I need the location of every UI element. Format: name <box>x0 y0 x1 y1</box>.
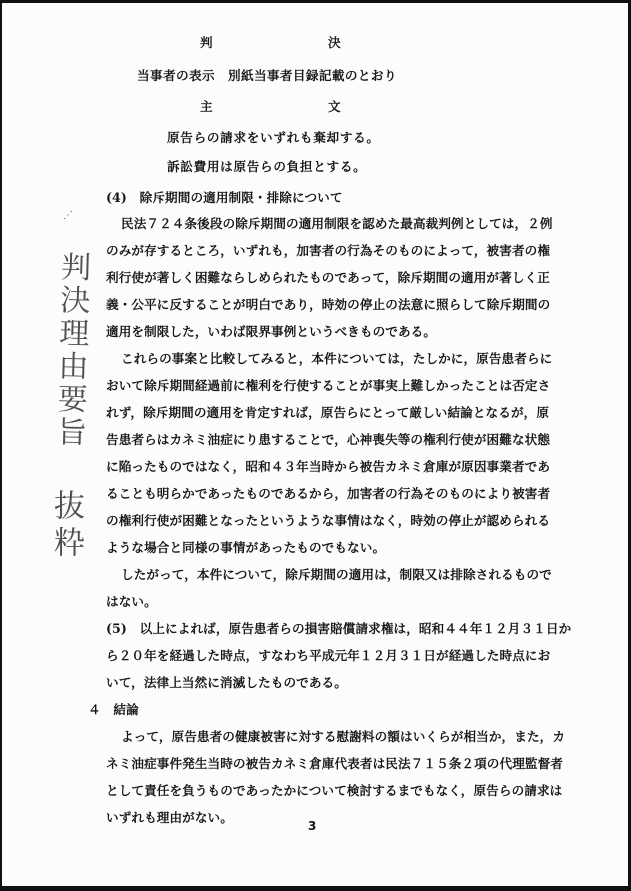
document-page <box>2 3 628 886</box>
conclusion-line: ネミ油症事件発生当時の被告カネミ倉庫代表者は民法７１５条２項の代理監督者 <box>106 756 563 771</box>
page-number: 3 <box>308 819 317 833</box>
conclusion-heading: ４ 結論 <box>88 702 139 717</box>
handwritten-note: 判決理由要旨 <box>50 250 91 450</box>
ruling-line-1: 原告らの請求をいずれも棄却する。 <box>167 130 380 145</box>
paragraph-line: 民法７２４条後段の除斥期間の適用制限を認めた最高裁判例としては，２例 <box>121 216 553 231</box>
paragraph-line: おいて除斥期間経過前に権利を行使することが事実上難しかったことは否定さ <box>106 378 551 393</box>
section-5-line: (5) 以上によれば，原告患者らの損害賠償請求権は，昭和４４年１２月３１日か <box>106 621 572 636</box>
conclusion-line: よって，原告患者の健康被害に対する慰謝料の額はいくらが相当か，また，カ <box>121 729 566 744</box>
ruling-line-2: 訴訟費用は原告らの負担とする。 <box>167 159 367 174</box>
paragraph-line: したがって，本件について，除斥期間の適用は，制限又は排除されるもので <box>121 567 552 582</box>
paragraph-line: のみが存するところ，いずれも，加害者の行為そのものによって，被害者の権 <box>106 243 551 258</box>
section-4-heading: (4) 除斥期間の適用制限・排除について <box>106 190 343 205</box>
section-5-line: いて，法律上当然に消滅したものである。 <box>106 675 347 690</box>
parties-line: 当事者の表示 別紙当事者目録記載のとおり <box>137 68 397 83</box>
paragraph-line: ることも明らかであったものであるから，加害者の行為そのものにより被害者 <box>106 486 551 501</box>
paragraph-line: これらの事案と比較してみると，本件については，たしかに，原告患者らに <box>121 351 553 366</box>
handwritten-sub-note: 抜粋 <box>48 489 84 563</box>
title-left: 判 <box>200 35 213 50</box>
title-right: 決 <box>328 35 341 50</box>
section-5-line: ら２０年を経過した時点，すなわち平成元年１２月３１日が経過した時点にお <box>106 648 551 663</box>
main-heading-left: 主 <box>200 99 213 114</box>
conclusion-line: いずれも理由がない。 <box>106 810 233 825</box>
paragraph-line: の権利行使が困難となったというような事情はなく，時効の停止が認められる <box>106 513 551 528</box>
paragraph-line: れず，除斥期間の適用を肯定すれば，原告らにとって厳しい結論となるが，原 <box>106 405 550 420</box>
conclusion-line: として責任を負うものであったかについて検討するまでもなく，原告らの請求は <box>106 783 563 798</box>
main-heading-right: 文 <box>328 99 341 114</box>
paragraph-line: 告患者らはカネミ油症にり患することで，心神喪失等の権利行使が困難な状態 <box>106 432 551 447</box>
paragraph-line: ような場合と同様の事情があったものでもない。 <box>106 540 386 555</box>
paragraph-line: 義・公平に反することが明白であり，時効の停止の法意に照らして除斥期間の <box>106 297 551 312</box>
scan-speck: ⋰ <box>63 210 74 221</box>
paragraph-line: 利行使が著しく困難ならしめられたものであって，除斥期間の適用が著しく正 <box>106 270 550 285</box>
paragraph-line: 適用を制限した，いわば限界事例というべきものである。 <box>106 324 437 339</box>
paragraph-line: に陥ったものではなく，昭和４３年当時から被告カネミ倉庫が原因事業者であ <box>106 459 551 474</box>
paragraph-line: はない。 <box>106 594 157 609</box>
